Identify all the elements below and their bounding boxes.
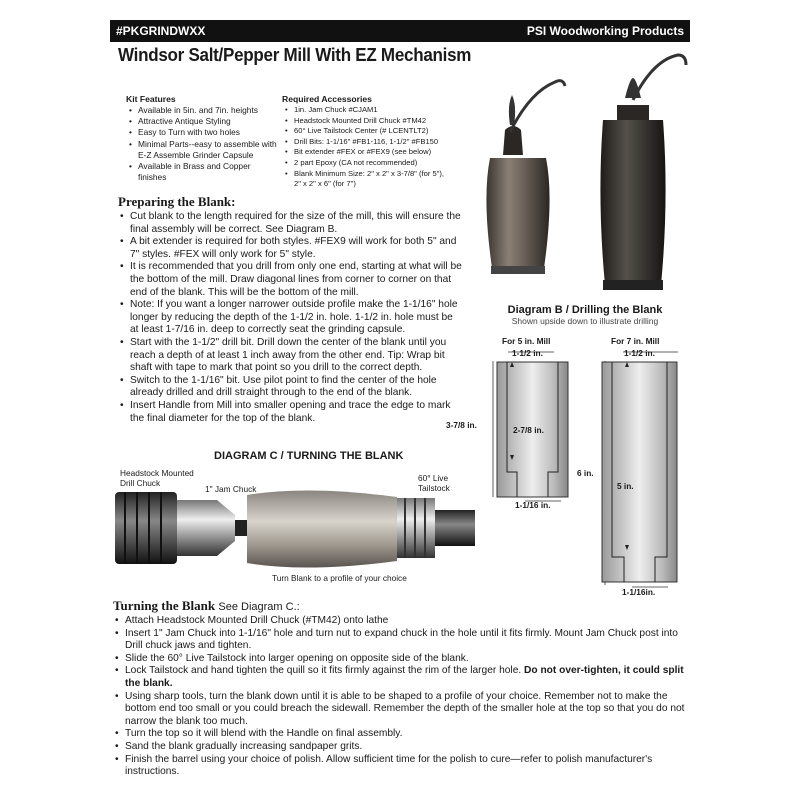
list-item: • Switch to the 1-1/16" bit. Use pilot point to find the center of the hole already drilled and drill straight through to the end of the blank. [118,375,463,400]
list-item: • 2 part Epoxy (CA not recommended) [282,158,452,169]
list-item: • Finish the barrel using your choice of polish. Allow sufficient time for the polish to cure—refer to polish manufacturer's instructions. [113,754,693,779]
list-item: • Insert Handle from Mill into smaller opening and trace the edge to mark the final diameter for the top of the blank. [118,400,463,425]
list-item [113,665,693,690]
seven-bottom-dim: 1-1/16in. [622,587,656,597]
diagram-b-header [480,304,690,326]
kit-features-heading: Kit Features [126,94,176,104]
accessories-heading: Required Accessories [282,94,372,104]
list-item: • Using sharp tools, turn the blank down until it is able to be shaped to a profile of your choice. Remember not to make the bottom end too small or you could breach the sidewall. Remember the depth of the smaller hole at the top so that you do not narrow the blank too much. [113,691,693,729]
seven-in-label: For 7 in. Mill [611,336,660,346]
five-top-dim: 1-1/2 in. [512,348,543,358]
list-item: • Start with the 1-1/2" drill bit. Drill down the center of the blank until you reach a depth of at least 1 inch away from the other end. Tip: Wrap bit shaft with tape to mark that point so you drill to the correct depth. [118,337,463,375]
turning-section [113,598,693,779]
tailstock-label: 60° Live Tailstock [418,473,450,493]
list-item: • Slide the 60° Live Tailstock into larger opening on opposite side of the blank. [113,653,693,666]
seven-top-dim: 1-1/2 in. [624,348,655,358]
seven-depth-dim: 5 in. [617,481,634,491]
list-item: • Turn the top so it will blend with the Handle on final assembly. [113,728,693,741]
wood-blank [247,490,397,567]
mill-photos [465,40,695,295]
list-item: • Available in Brass and Copper finishes [126,161,281,183]
list-item: • Sand the blank gradually increasing sandpaper grits. [113,741,693,754]
sku: #PKGRINDWXX [116,24,206,38]
list-item: • Attractive Antique Styling [126,116,281,127]
preparing-section [118,194,463,425]
diagram-b-subtitle: Shown upside down to illustrate drilling [511,316,659,326]
blank-7in [602,362,677,582]
five-bottom-dim: 1-1/16 in. [515,500,551,510]
diagram-b-title: Diagram B / Drilling the Blank [507,304,663,316]
seven-height-dim: 6 in. [577,468,594,478]
lathe-illustration [110,470,490,580]
list-item: • Note: If you want a longer narrower outside profile make the 1-1/16" hole longer by reducing the depth of the 1-1/2 in. hole. 1-1/2 in. hole must be at least 1-7/16 in. deep to correctly seat the grinding capsule. [118,299,463,337]
page-title: Windsor Salt/Pepper Mill With EZ Mechanism [118,44,472,65]
kit-features [126,94,281,183]
warning-text: Do not over-tighten, it could split the blank. [125,665,684,689]
list-item: • Attach Headstock Mounted Drill Chuck (#TM42) onto lathe [113,615,693,628]
five-height-dim: 3-7/8 in. [446,420,477,430]
required-accessories [282,94,452,190]
list-item: • Cut blank to the length required for the size of the mill, this will ensure the final assembly will be correct. See Diagram B. [118,211,463,236]
list-item: • Drill Bits: 1-1/16" #FB1-116, 1-1/2" #FB150 [282,137,452,148]
mill-7in [600,55,686,290]
five-depth-dim: 2-7/8 in. [513,425,544,435]
list-item: • 60° Live Tailstock Center (# LCENTLT2) [282,126,452,137]
list-item: • 1in. Jam Chuck #CJAM1 [282,105,452,116]
list-item: • Headstock Mounted Drill Chuck #TM42 [282,116,452,127]
drilling-diagram [440,345,690,600]
diagram-c-title: DIAGRAM C / TURNING THE BLANK [214,450,404,462]
mill-5in [486,81,565,274]
jam-chuck-label: 1" Jam Chuck [205,484,257,494]
item-text: Lock Tailstock and hand tighten the quill so it fits firmly against the rim of the larger hole. [125,665,522,677]
diagram-c-caption: Turn Blank to a profile of your choice [272,573,407,583]
list-item: • Blank Minimum Size: 2" x 2" x 3-7/8" (for 5"), 2" x 2" x 6" (for 7") [282,169,452,190]
turning-see: See Diagram C.: [218,601,300,613]
list-item: • Insert 1" Jam Chuck into 1-1/16" hole and turn nut to expand chuck in the hole until it fits firmly. Mount Jam Chuck post into Drill chuck jaws and tighten. [113,628,693,653]
drill-chuck [177,500,235,556]
headstock-label: Headstock Mounted Drill Chuck [120,468,194,488]
jam-chuck [235,520,247,536]
list-item: • Minimal Parts--easy to assemble with E-Z Assemble Grinder Capsule [126,139,281,161]
list-item: • A bit extender is required for both styles. #FEX9 will work for both 5" and 7" styles. #FEX will only work for 5" style. [118,236,463,261]
turning-heading: Turning the Blank [113,598,216,613]
five-in-label: For 5 in. Mill [502,336,551,346]
preparing-heading: Preparing the Blank: [118,194,236,209]
list-item: • Bit extender #FEX or #FEX9 (see below) [282,147,452,158]
list-item: • Easy to Turn with two holes [126,127,281,138]
list-item: • It is recommended that you drill from only one end, starting at what will be the bottom of the mill. Draw diagonal lines from corner to corner on that end of the blank. This will be the bottom of the mill. [118,261,463,299]
brand: PSI Woodworking Products [526,24,684,38]
header-bar [110,20,690,42]
list-item: • Available in 5in. and 7in. heights [126,105,281,116]
